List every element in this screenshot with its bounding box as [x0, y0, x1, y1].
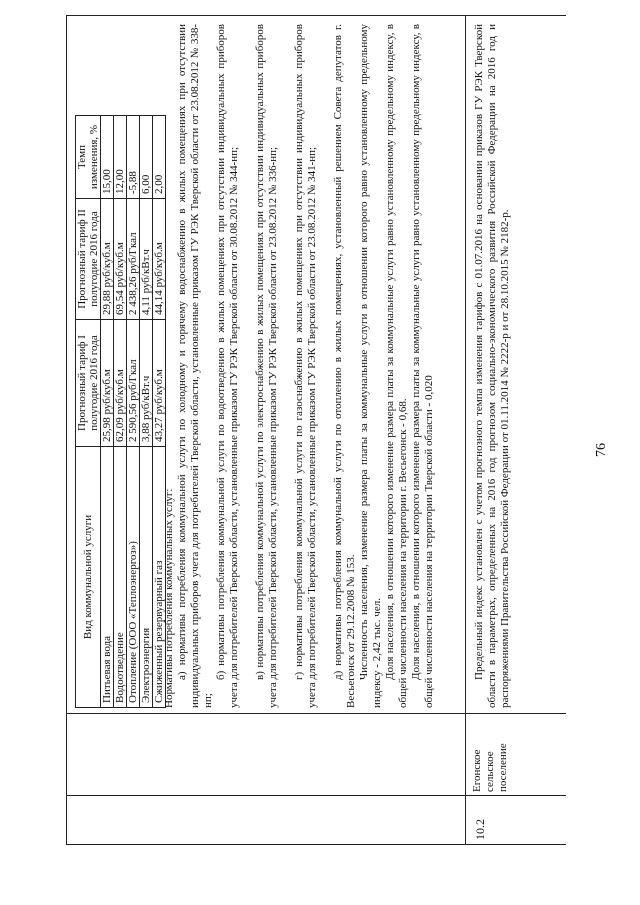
table-row [114, 116, 127, 708]
header-tariff-h1: Прогнозный тариф I полугодие 2016 года [76, 320, 101, 447]
cell-h2: 69,54 руб/куб.м [114, 199, 127, 320]
cell-rate: 6,00 [140, 116, 153, 199]
cell-h1: 62,09 руб/куб.м [114, 320, 127, 447]
cell-service: Сжиженный резервуарный газ [153, 447, 166, 708]
index-description: Предельный индекс установлен с учетом прогнозного темпа изменения тарифов с 01.07.2016 на основании приказов ГУ РЭК Тверской области в параметрах, определенных на 2016 год прогнозом социально-экономического развития Российской Федерации на 2016 год и распоряжениями Правительства Российской Федерации от 01.11.2014 № 2222-р и от 28.10.2015 № 2182-р. [473, 24, 511, 708]
cell-h1: 3,88 руб/кВт.ч [140, 320, 153, 447]
cell-rate: -5,88 [127, 116, 140, 199]
population-share-region: Доля населения, в отношении которого изменение размера платы за коммунальные услуги равно установленному предельному индексу, в общей численности населения на территории Тверской области - 0,020 [410, 24, 435, 708]
cell-service: Водоотведение [114, 447, 127, 708]
norms-item-a: а) нормативы потребления коммунальной услуги по холодному и горячему водоснабжению в жилых помещениях при отсутствии индивидуальных приборов учета для потребителей Тверской области, установленные приказом ГУ РЭК Тверской области от 23.08.2012 № 338-нп; [176, 24, 214, 708]
population-count: Численность населения, изменение размера платы за коммунальные услуги в отношении которого равно установленному предельному индексу - 2,42 тыс. чел. [358, 24, 383, 708]
row-number: 10.2 [473, 819, 487, 840]
table-row [127, 116, 140, 708]
cell-h2: 2 438,26 руб/Гкал [127, 199, 140, 320]
norms-item-b: б) нормативы потребления коммунальной услуги по водоотведению в жилых помещениях при отсутствии индивидуальных приборов учета для потребителей Тверской области, установленные приказом ГУ РЭК Тверской области от 30.08.2012 № 344-нп; [215, 24, 240, 708]
cell-rate: 2,00 [153, 116, 166, 199]
page-number: 76 [594, 443, 609, 457]
header-tariff-h2: Прогнозный тариф II полугодие 2016 года [76, 199, 101, 320]
cell-h1: 2 590,56 руб/Гкал [127, 320, 140, 447]
cell-rate: 12,00 [114, 116, 127, 199]
population-share-town: Доля населения, в отношении которого изменение размера платы за коммунальные услуги равно установленному предельному индексу, в общей численности населения на территории г. Весьегонск - 0,68. [384, 24, 409, 708]
index-table [66, 15, 566, 845]
cell-h1: 43,27 руб/куб.м [153, 320, 166, 447]
header-rate: Темп изменения, % [76, 116, 101, 199]
row-10-1-content [67, 16, 465, 714]
settlement-name: Егонское сельское поселение [471, 743, 509, 792]
row-10-2-content [465, 16, 567, 714]
table-row [101, 116, 114, 708]
norms-item-c: в) нормативы потребления коммунальной услуги по электроснабжению в жилых помещениях при отсутствии индивидуальных приборов учета для потребителей Тверской области, установленные приказом ГУ РЭК Тверской области от 23.08.2012 № 336-нп; [254, 24, 279, 708]
cell-h2: 44,14 руб/куб.м [153, 199, 166, 320]
header-service: Вид коммунальной услуги [76, 447, 101, 708]
cell-h1: 25,98 руб/куб.м [101, 320, 114, 447]
cell-service: Питьевая вода [101, 447, 114, 708]
table-row [140, 116, 153, 708]
norms-item-e: д) нормативы потребления коммунальной услуги по отоплению в жилых помещениях, установленный решением Совета депутатов г. Весьегонск от 29.12.2008 № 153. [332, 24, 357, 708]
cell-h2: 4,11 руб/кВт.ч [140, 199, 153, 320]
row-10-2-number-cell [465, 796, 567, 844]
row-10-2-name-cell [465, 714, 567, 796]
tariff-table [75, 115, 166, 708]
norms-item-d: г) нормативы потребления коммунальной услуги по газоснабжению в жилых помещениях при отсутствии индивидуальных приборов учета для потребителей Тверской области, установленные приказом ГУ РЭК Тверской области от 23.08.2012 № 341-нп; [293, 24, 318, 708]
norms-heading: Нормативы потребления коммунальных услуг: [163, 488, 175, 708]
cell-service: Отопление (ООО «Теплоэнергоз») [127, 447, 140, 708]
cell-service: Электроэнергия [140, 447, 153, 708]
cell-h2: 29,88 руб/куб.м [101, 199, 114, 320]
cell-rate: 15,00 [101, 116, 114, 199]
